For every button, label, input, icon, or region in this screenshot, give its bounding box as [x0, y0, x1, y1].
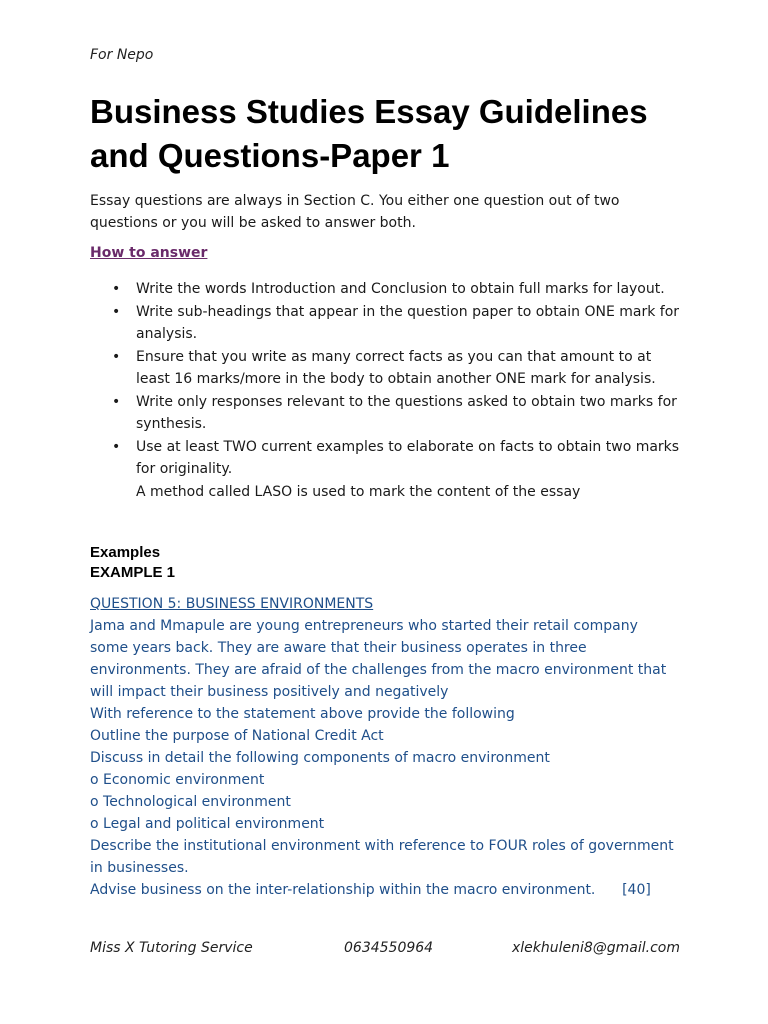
list-item: • Ensure that you write as many correct facts as you can that amount to at least 16 marks/more in the body to obtain another ONE mark for analysis.	[90, 346, 680, 391]
list-item: • Write sub-headings that appear in the question paper to obtain ONE mark for analysis.	[90, 301, 680, 346]
question-subitem: o Legal and political environment	[90, 816, 325, 832]
question-subitem: o Economic environment	[90, 772, 265, 788]
footer-company: Miss X Tutoring Service	[90, 940, 253, 956]
how-to-answer-list	[90, 278, 680, 481]
footer-email: xlekhuleni8@gmail.com	[511, 940, 680, 956]
bullet-icon: •	[112, 281, 121, 297]
question-line: Outline the purpose of National Credit Act	[90, 728, 384, 744]
question-block	[90, 593, 680, 901]
examples-heading: Examples	[90, 544, 161, 561]
intro-paragraph: Essay questions are always in Section C. You either one question out of two questions or you will be asked to answer both.	[90, 193, 620, 231]
list-item: • Write only responses relevant to the questions asked to obtain two marks for synthesis.	[90, 391, 680, 436]
question-line: Advise business on the inter-relationship within the macro environment. [40]	[90, 882, 651, 898]
bullet-icon: •	[112, 303, 121, 320]
recipient-line: For Nepo	[90, 47, 154, 63]
footer-phone: 0634550964	[344, 940, 434, 956]
bullet-icon: •	[112, 348, 121, 365]
list-item: • Use at least TWO current examples to elaborate on facts to obtain two marks for originality.	[90, 436, 680, 481]
question-line: With reference to the statement above provide the following	[90, 706, 515, 722]
page-title: Business Studies Essay Guidelines and Questions-Paper 1	[90, 93, 648, 174]
bullet-icon: •	[112, 393, 121, 410]
bullet-icon: •	[112, 438, 121, 455]
question-line: Discuss in detail the following components of macro environment	[90, 750, 550, 766]
how-to-answer-link[interactable]: How to answer	[90, 245, 208, 261]
laso-note: A method called LASO is used to mark the content of the essay	[136, 484, 581, 500]
question-scenario: Jama and Mmapule are young entrepreneurs who started their retail company some years back. They are aware that their business operates in three environments. They are afraid of the challenges from the macro environment that will impact their business positively and negatively	[90, 618, 667, 700]
question-line: Describe the institutional environment with reference to FOUR roles of government in businesses.	[90, 838, 674, 876]
question-title: QUESTION 5: BUSINESS ENVIRONMENTS	[90, 596, 374, 612]
list-item: • Write the words Introduction and Conclusion to obtain full marks for layout.	[90, 278, 680, 301]
question-subitem: o Technological environment	[90, 794, 291, 810]
example-1-heading: EXAMPLE 1	[90, 564, 176, 581]
